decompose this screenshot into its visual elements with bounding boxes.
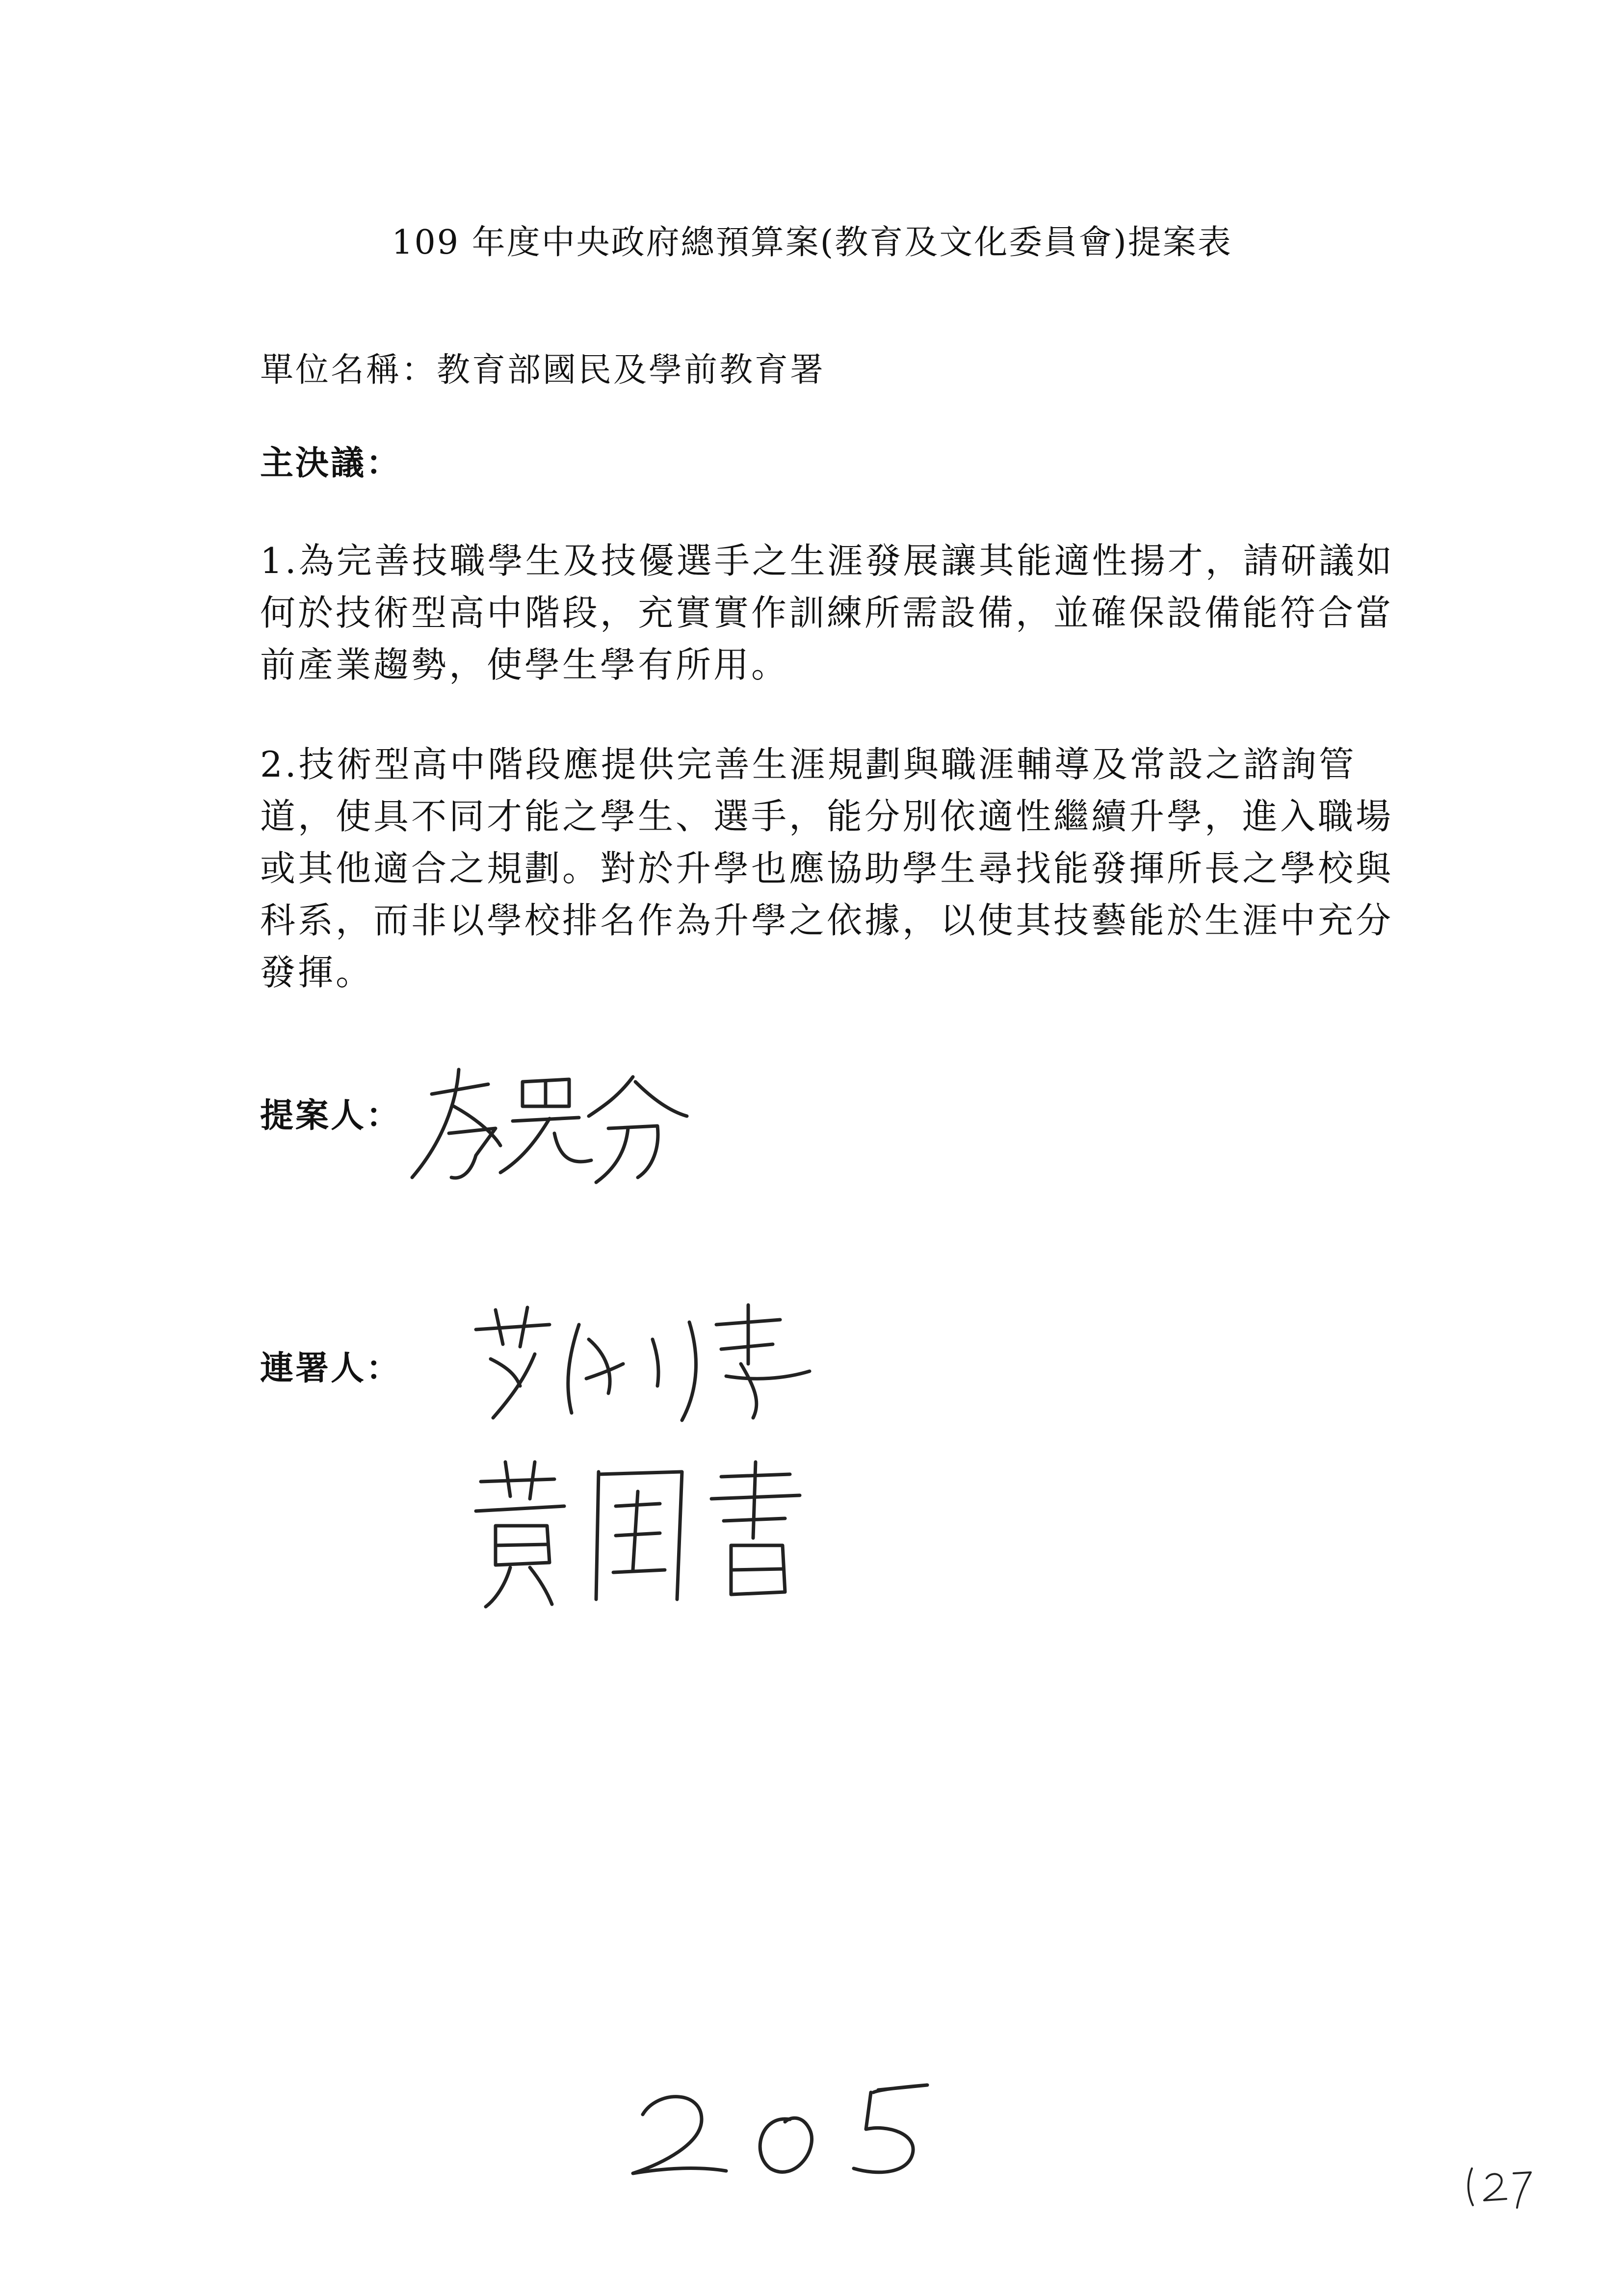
resolution-line: 發揮。 xyxy=(260,952,374,993)
resolution-item-2 xyxy=(260,738,1394,998)
resolution-line: 2.技術型高中階段應提供完善生涯規劃與職涯輔導及常設之諮詢管 xyxy=(260,744,1357,785)
handwritten-page-number xyxy=(623,2070,957,2188)
resolution-line: 前產業趨勢，使學生學有所用。 xyxy=(260,644,789,685)
resolution-line: 何於技術型高中階段，充實實作訓練所需設備，並確保設備能符合當 xyxy=(260,592,1394,633)
cosigner-signature-2 xyxy=(466,1452,819,1614)
unit-label: 單位名稱： xyxy=(260,351,437,390)
unit-value: 教育部國民及學前教育署 xyxy=(437,351,826,390)
resolution-line: 1.為完善技職學生及技優選手之生涯發展讓其能適性揚才，請研議如 xyxy=(260,540,1394,581)
cosigner-label: 連署人： xyxy=(260,1349,402,1388)
document-title: 109 年度中央政府總預算案(教育及文化委員會)提案表 xyxy=(392,223,1232,262)
resolution-line: 或其他適合之規劃。對於升學也應協助學生尋找能發揮所長之學校與 xyxy=(260,848,1394,889)
main-resolution-heading: 主決議： xyxy=(260,444,402,483)
proposer-label: 提案人： xyxy=(260,1096,402,1135)
unit-line xyxy=(260,343,825,391)
resolution-line: 道，使具不同才能之學生、選手，能分別依適性繼續升學，進入職場 xyxy=(260,796,1394,837)
proposer-signature xyxy=(402,1060,746,1197)
cosigner-signature-1 xyxy=(466,1295,819,1433)
corner-mark xyxy=(1462,2159,1541,2213)
resolution-line: 科系，而非以學校排名作為升學之依據，以使其技藝能於生涯中充分 xyxy=(260,900,1394,941)
resolution-item-1 xyxy=(260,535,1394,691)
